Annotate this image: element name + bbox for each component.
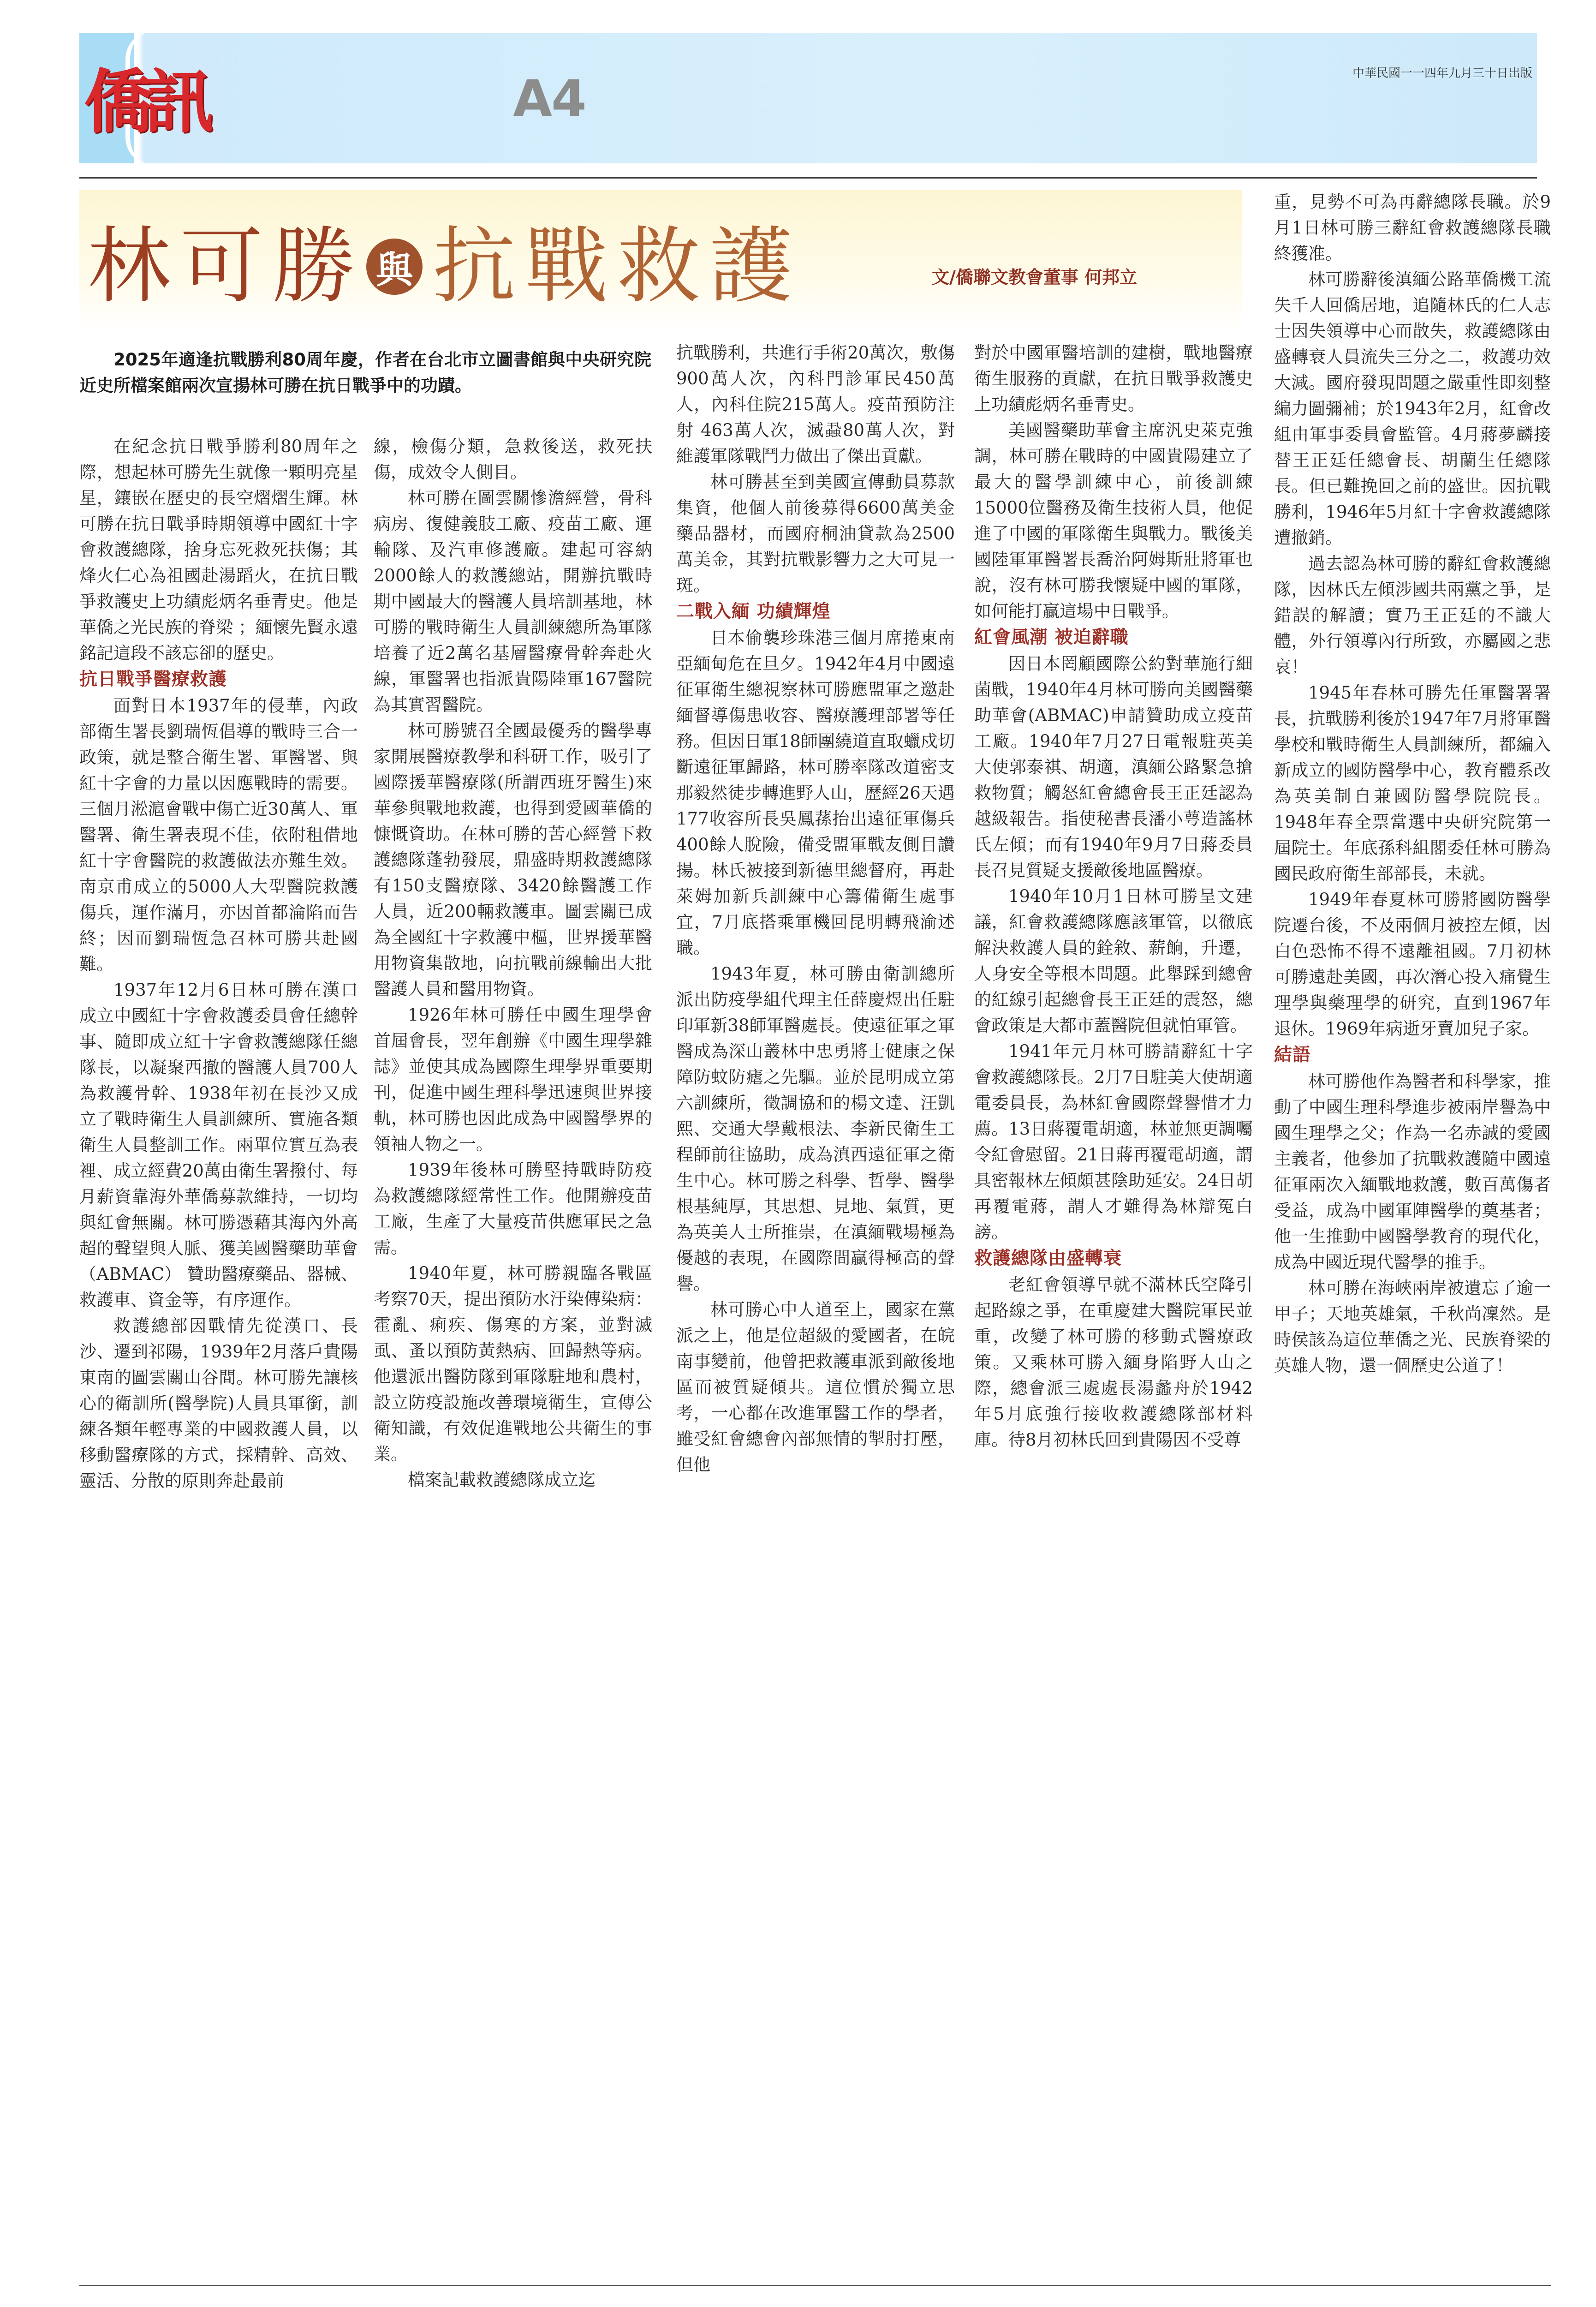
paragraph: 林可勝在海峽兩岸被遺忘了逾一甲子；天地英雄氣，千秋尚凜然。是時侯該為這位華僑之光、民族脊梁的英雄人物，還一個歷史公道了！ xyxy=(1274,1278,1551,1375)
paragraph: 林可勝號召全國最優秀的醫學專家開展醫療教學和科研工作，吸引了國際援華醫療隊(所謂西班牙醫生)來華參與戰地救護，也得到愛國華僑的慷慨資助。在林可勝的苦心經營下救護總隊蓬勃發展，鼎盛時期救護總隊有150支醫療隊、3420餘醫護工作人員，近200輛救護車。圖雲關已成為全國紅十字救護中樞，世界援華醫用物資集散地，向抗戰前線輸出大批醫護人員和醫用物資。 xyxy=(374,721,652,999)
article-lead: 2025年適逢抗戰勝利80周年慶，作者在台北市立圖書館與中央研究院近史所檔案館兩次宣揚林可勝在抗日戰爭中的功蹟。 xyxy=(79,350,651,395)
paragraph: 林可勝辭後滇緬公路華僑機工流失千人回僑居地，追隨林氏的仁人志士因失領導中心而散失，救護總隊由盛轉衰人員流失三分之二，救護功效大減。國府發現問題之嚴重性即刻整編力圖彌補；於1943年2月，紅會改組由軍事委員會監管。4月蔣夢麟接替王正廷任總會長、胡蘭生任總隊長。但已難挽回之前的盛世。因抗戰勝利，1946年5月紅十字會救護總隊遭撤銷。 xyxy=(1274,269,1551,548)
paragraph: 過去認為林可勝的辭紅會救護總隊，因林氏左傾涉國共兩黨之爭，是錯誤的解讀；實乃王正廷的不識大體，外行領導內行所致，亦屬國之悲哀！ xyxy=(1274,554,1551,677)
masthead xyxy=(79,33,1537,163)
paragraph: 老紅會領導早就不滿林氏空降引起路線之爭，在重慶建大醫院軍民並重，改變了林可勝的移動式醫療政策。又乘林可勝入緬身陷野人山之際，總會派三處處長湯蠡舟於1942年5月底強行接收救護總隊部材料庫。待8月初林氏回到貴陽因不受尊 xyxy=(974,1275,1253,1450)
section-heading: 救護總隊由盛轉衰 xyxy=(974,1248,1122,1269)
paragraph: 林可勝甚至到美國宣傳動員募款集資，他個人前後募得6600萬美金藥品器材，而國府桐油貸款為2500萬美金，其對抗戰影響力之大可見一斑。 xyxy=(676,472,955,595)
paragraph: 日本偷襲珍珠港三個月席捲東南亞緬甸危在旦夕。1942年4月中國遠征軍衛生總視察林可勝應盟軍之邀赴緬督導傷患收容、醫療護理部署等任務。但因日軍18師團繞道直取蠟戍切斷遠征軍歸路，林可勝率隊改道密支那毅然徒步轉進野人山，歷經26天遇177收容所長吳鳳蓀抬出遠征軍傷兵400餘人脫險，備受盟軍戰友側目讚揚。林氏被接到新德里總督府，再赴萊姆加新兵訓練中心籌備衛生處事宜，7月底搭乘軍機回昆明轉飛渝述職。 xyxy=(676,628,955,958)
masthead-rule xyxy=(79,177,1537,179)
paragraph: 美國醫藥助華會主席汎史萊克強調，林可勝在戰時的中國貴陽建立了最大的醫學訓練中心，前後訓練15000位醫務及衛生技術人員，他促進了中國的軍隊衛生與戰力。戰後美國陸軍軍醫署長喬治阿姆斯壯將軍也說，沒有林可勝我懷疑中國的軍隊，如何能打贏這場中日戰爭。 xyxy=(974,420,1253,621)
paragraph: 1943年夏，林可勝由衛訓總所派出防疫學組代理主任薛慶煜出任駐印軍新38師軍醫處長。使遠征軍之軍醫成為深山叢林中忠勇將士健康之保障防蚊防瘧之先驅。並於昆明成立第六訓練所，徵調協和的楊文達、汪凱熙、交通大學戴根法、李新民衛生工程師前往協助，成為滇西遠征軍之衛生中心。林可勝之科學、哲學、醫學根基純厚，其思想、見地、氣質，更為英美人士所推崇，在滇緬戰場極為優越的表現，在國際間贏得極高的聲譽。 xyxy=(676,964,955,1294)
paragraph: 面對日本1937年的侵華，內政部衛生署長劉瑞恆倡導的戰時三合一政策，就是整合衛生署、軍醫署、與紅十字會的力量以因應戰時的需要。三個月淞滬會戰中傷亡近30萬人、軍醫署、衛生署表現不佳，依附租借地紅十字會醫院的救護做法亦難生效。南京甫成立的5000人大型醫院救護傷兵，運作滿月，亦因首都淪陷而告終；因而劉瑞恆急召林可勝共赴國難。 xyxy=(79,696,358,974)
paragraph: 1937年12月6日林可勝在漢口成立中國紅十字會救護委員會任總幹事、隨即成立紅十字會救護總隊任總隊長，以凝聚西撤的醫護人員700人為救護骨幹、1938年初在長沙又成立了戰時衛生人員訓練所、實施各類衛生人員整訓工作。兩單位實互為表裡、成立經費20萬由衛生署撥付、每月薪資靠海外華僑募款維持，一切均與紅會無關。林可勝憑藉其海內外高超的聲望與人脈、獲美國醫藥助華會（ABMAC） 贊助醫療藥品、器械、救護車、資金等，有序運作。 xyxy=(79,980,358,1310)
paragraph: 對於中國軍醫培訓的建樹，戰地醫療衛生服務的貢獻，在抗日戰爭救護史上功績彪炳名垂青史。 xyxy=(974,343,1253,414)
paragraph: 線，檢傷分類，急救後送，救死扶傷，成效令人側目。 xyxy=(374,436,652,482)
headline-connector-badge: 與 xyxy=(366,239,423,295)
paragraph: 在紀念抗日戰爭勝利80周年之際，想起林可勝先生就像一顆明亮星星，鑲嵌在歷史的長空熠熠生輝。林可勝在抗日戰爭時期領導中國紅十字會救護總隊，捨身忘死救死扶傷；其烽火仁心為祖國赴湯蹈火，在抗日戰爭救護史上功績彪炳名垂青史。他是華僑之光民族的脊梁 ；緬懷先賢永遠銘記這段不該忘卻的歷史。 xyxy=(79,436,358,663)
footer-rule xyxy=(79,2285,1551,2286)
paragraph: 林可勝在圖雲關慘澹經營，骨科病房、復健義肢工廠、疫苗工廠、運輸隊、及汽車修護廠。建起可容納2000餘人的救護總站，開辦抗戰時期中國最大的醫護人員培訓基地，林可勝的戰時衛生人員訓練總所為軍隊培養了近2萬名基層醫療骨幹奔赴火線，軍醫署也指派貴陽陸軍167醫院為其實習醫院。 xyxy=(374,488,652,715)
byline: 文/僑聯文教會董事 何邦立 xyxy=(932,267,1137,287)
page-number: A4 xyxy=(513,69,586,128)
headline-part-2: 抗戰救護 xyxy=(433,218,802,315)
publication-date: 中華民國一一四年九月三十日出版 xyxy=(1352,66,1532,80)
paragraph: 林可勝他作為醫者和科學家，推動了中國生理科學進步被兩岸譽為中國生理學之父；作為一名赤誠的愛國主義者，他參加了抗戰救護隨中國遠征軍兩次入緬戰地救護，數百萬傷者受益，成為中國軍陣醫學的奠基者；他一生推動中國醫學教育的現代化，成為中國近現代醫學的推手。 xyxy=(1274,1071,1551,1272)
article-headline xyxy=(88,218,802,315)
paragraph: 1940年夏，林可勝親臨各戰區考察70天，提出預防水汙染傳染病：霍亂、痢疾、傷寒的方案，並對滅虱、蚤以預防黃熱病、回歸熱等病。他還派出醫防隊到軍隊駐地和農村，設立防疫設施改善環境衛生，宣傳公衛知識，有效促進戰地公共衛生的事業。 xyxy=(374,1263,652,1464)
article-column-2 xyxy=(374,434,652,1493)
article-column-1 xyxy=(79,434,358,1494)
article-column-5 xyxy=(1274,189,1551,1379)
article-column-3 xyxy=(676,340,955,1478)
paragraph: 1949年春夏林可勝將國防醫學院遷台後，不及兩個月被控左傾，因白色恐怖不得不遠離祖國。7月初林可勝遠赴美國，再次潛心投入痛覺生理學與藥理學的研究，直到1967年退休。1969年病逝牙賣加兒子家。 xyxy=(1274,890,1551,1039)
paragraph: 因日本罔顧國際公約對華施行細菌戰，1940年4月林可勝向美國醫藥助華會(ABMAC)申請贊助成立疫苗工廠。1940年7月27日電報駐英美大使郭泰祺、胡適，滇緬公路緊急搶救物質；觸怒紅會總會長王正廷認為越級報告。指使秘書長潘小萼造謠林氏左傾；而有1940年9月7日蔣委員長召見質疑支援敵後地區醫療。 xyxy=(974,654,1253,880)
section-heading: 紅會風潮 被迫辭職 xyxy=(974,627,1129,648)
paragraph: 重，見勢不可為再辭總隊長職。於9月1日林可勝三辭紅會救護總隊長職終獲准。 xyxy=(1274,192,1551,263)
headline-part-1: 林可勝 xyxy=(88,218,365,315)
paragraph: 檔案記載救護總隊成立迄 xyxy=(408,1470,596,1490)
paragraph: 1940年10月1日林可勝呈文建議，紅會救護總隊應該軍管，以徹底解決救護人員的銓敘、薪餉，升遷，人身安全等根本問題。此舉踩到總會的紅線引起總會長王正廷的震怒，總會政策是大都市蓋醫院但就怕軍管。 xyxy=(974,886,1253,1035)
newspaper-logo: 僑訊 xyxy=(84,62,206,143)
paragraph: 抗戰勝利，共進行手術20萬次，敷傷900萬人次，內科門診軍民450萬人，內科住院215萬人。疫苗預防注射 463萬人次，滅蝨80萬人次，對維護軍隊戰鬥力做出了傑出貢獻。 xyxy=(676,343,955,466)
paragraph: 1939年後林可勝堅持戰時防疫為救護總隊經常性工作。他開辦疫苗工廠，生產了大量疫苗供應軍民之急需。 xyxy=(374,1160,652,1257)
masthead-band xyxy=(79,33,1537,163)
paragraph: 1941年元月林可勝請辭紅十字會救護總隊長。2月7日駐美大使胡適電委員長，為林紅會國際聲譽惜才力薦。13日蔣覆電胡適，林並無更調囑令紅會慰留。21日蔣再覆電胡適，謂具密報林左傾頗甚陰助延安。24日胡再覆電蔣，謂人才難得為林辯冤白謗。 xyxy=(974,1041,1253,1242)
paragraph: 1945年春林可勝先任軍醫署署長，抗戰勝利後於1947年7月將軍醫學校和戰時衛生人員訓練所，都編入新成立的國防醫學中心，教育體系改為英美制自兼國防醫學院院長。1948年春全票當選中央研究院第一屆院士。年底孫科組閣委任林可勝為國民政府衛生部部長，未就。 xyxy=(1274,683,1551,884)
section-heading: 抗日戰爭醫療救護 xyxy=(79,669,227,690)
paragraph: 林可勝心中人道至上，國家在黨派之上，他是位超級的愛國者，在皖南事變前，他曾把救護車派到敵後地區而被質疑傾共。這位慣於獨立思考，一心都在改進軍醫工作的學者，雖受紅會總會內部無情的掣肘打壓，但他 xyxy=(676,1300,955,1475)
paragraph: 1926年林可勝任中國生理學會首屆會長，翌年創辦《中國生理學雜誌》並使其成為國際生理學界重要期刊，促進中國生理科學迅速與世界接軌，林可勝也因此成為中國醫學界的領袖人物之一。 xyxy=(374,1005,652,1154)
section-heading: 二戰入緬 功績輝煌 xyxy=(676,601,831,622)
paragraph: 救護總部因戰情先從漢口、長沙、遷到祁陽，1939年2月落戶貴陽東南的圖雲關山谷間。林可勝先讓核心的衛訓所(醫學院)人員具軍銜，訓練各類年輕專業的中國救護人員，以移動醫療隊的方式，採精幹、高效、靈活、分散的原則奔赴最前 xyxy=(79,1316,358,1491)
article-column-4 xyxy=(974,340,1253,1453)
section-heading: 結語 xyxy=(1274,1045,1311,1065)
